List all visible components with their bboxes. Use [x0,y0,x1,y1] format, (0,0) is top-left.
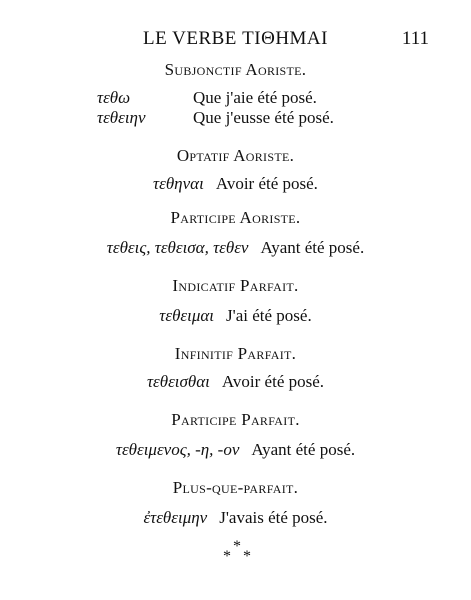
greek-form: τεθεισθαι [146,372,210,391]
section-heading-participe-parfait: Participe Parfait. [171,410,300,429]
asterism-star-right: * [243,548,251,565]
french-translation: Avoir été posé. [221,372,325,391]
greek-form: ἐτεθειμην [143,508,208,527]
french-translation: Que j'eusse été posé. [193,108,334,127]
conjugation-row [0,306,471,326]
conjugation-row [0,238,471,258]
asterism-star-left: * [223,548,231,565]
french-translation: J'ai été posé. [226,306,312,325]
greek-form: τεθεις, τεθεισα, τεθεν [106,238,249,257]
conjugation-row [0,440,471,460]
french-translation: J'avais été posé. [219,508,328,527]
greek-form: τεθειμενος, -η, -ον [115,440,240,459]
greek-form: τεθειην [97,108,146,127]
section-heading-plus-que-parfait: Plus-que-parfait. [172,478,299,497]
section-heading-subjonctif-aoriste: Subjonctif Aoriste. [164,60,307,79]
asterism-ornament [0,538,471,568]
conjugation-row [0,174,471,194]
section-heading-infinitif-parfait: Infinitif Parfait. [174,344,297,363]
greek-form: τεθειμαι [159,306,215,325]
greek-form: τεθω [97,88,131,107]
section-heading-indicatif-parfait: Indicatif Parfait. [172,276,299,295]
section-heading-optatif-aoriste: Optatif Aoriste. [176,146,295,165]
french-translation: Ayant été posé. [260,238,365,257]
asterism-star-top: * [233,538,241,555]
section-heading-participe-aoriste: Participe Aoriste. [170,208,301,227]
page-number: 111 [401,28,429,49]
conjugation-row [0,372,471,392]
running-title: LE VERBE ΤΙΘΗΜΑΙ [143,28,328,49]
french-translation: Que j'aie été posé. [193,88,317,107]
french-translation: Avoir été posé. [215,174,318,193]
french-translation: Ayant été posé. [251,440,356,459]
greek-form: τεθηναι [153,174,204,193]
conjugation-row [0,508,471,528]
